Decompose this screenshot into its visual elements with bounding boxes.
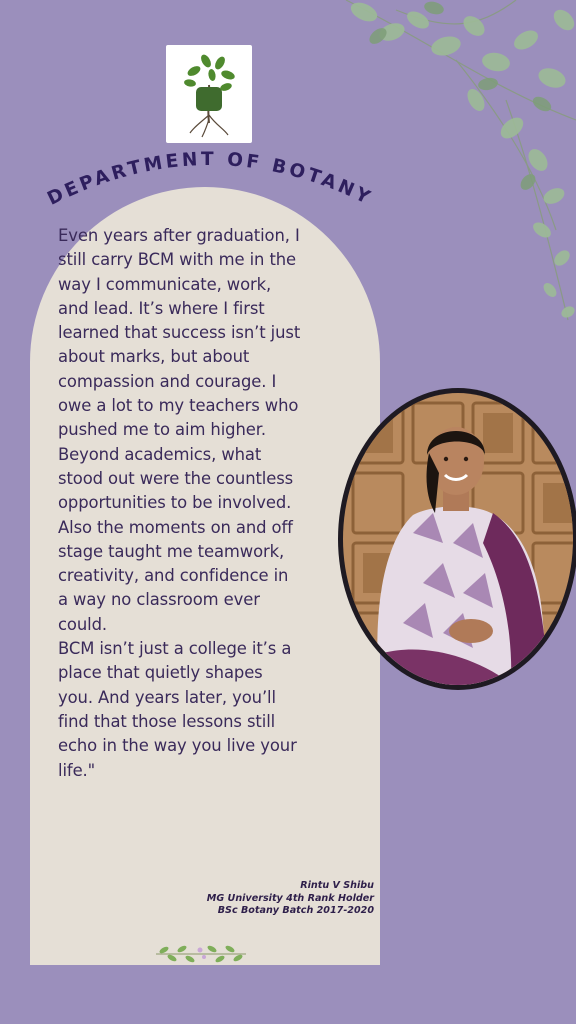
portrait-photo [343,393,573,685]
author-batch: BSc Botany Batch 2017-2020 [217,905,374,917]
testimonial-text: Even years after graduation, I still carry BCM with me in the way I communicate, work, and lead. It’s where I first learned that success isn’t just about marks, but about compassion and courage. I owe a lot to my teachers who pushed me to aim higher. Beyond academics, what stood out were the countless opportunities to be involved. Also the moments on and off stage taught me teamwork, creativity, and confidence in a way no classroom ever could. BCM isn’t just a college it’s a place that quietly shapes you. And years later, you’ll find that those lessons still echo in the way you live your life." [58,226,301,780]
author-name: Rintu V Shibu [300,880,374,891]
department-logo [166,45,252,143]
title-text: DEPARTMENT OF BOTANY [44,148,376,210]
author-rank: MG University 4th Rank Holder [206,892,374,904]
leaf-sprig-icon [152,938,250,968]
botany-tree-logo-icon [166,45,252,143]
author-attribution [150,880,374,918]
